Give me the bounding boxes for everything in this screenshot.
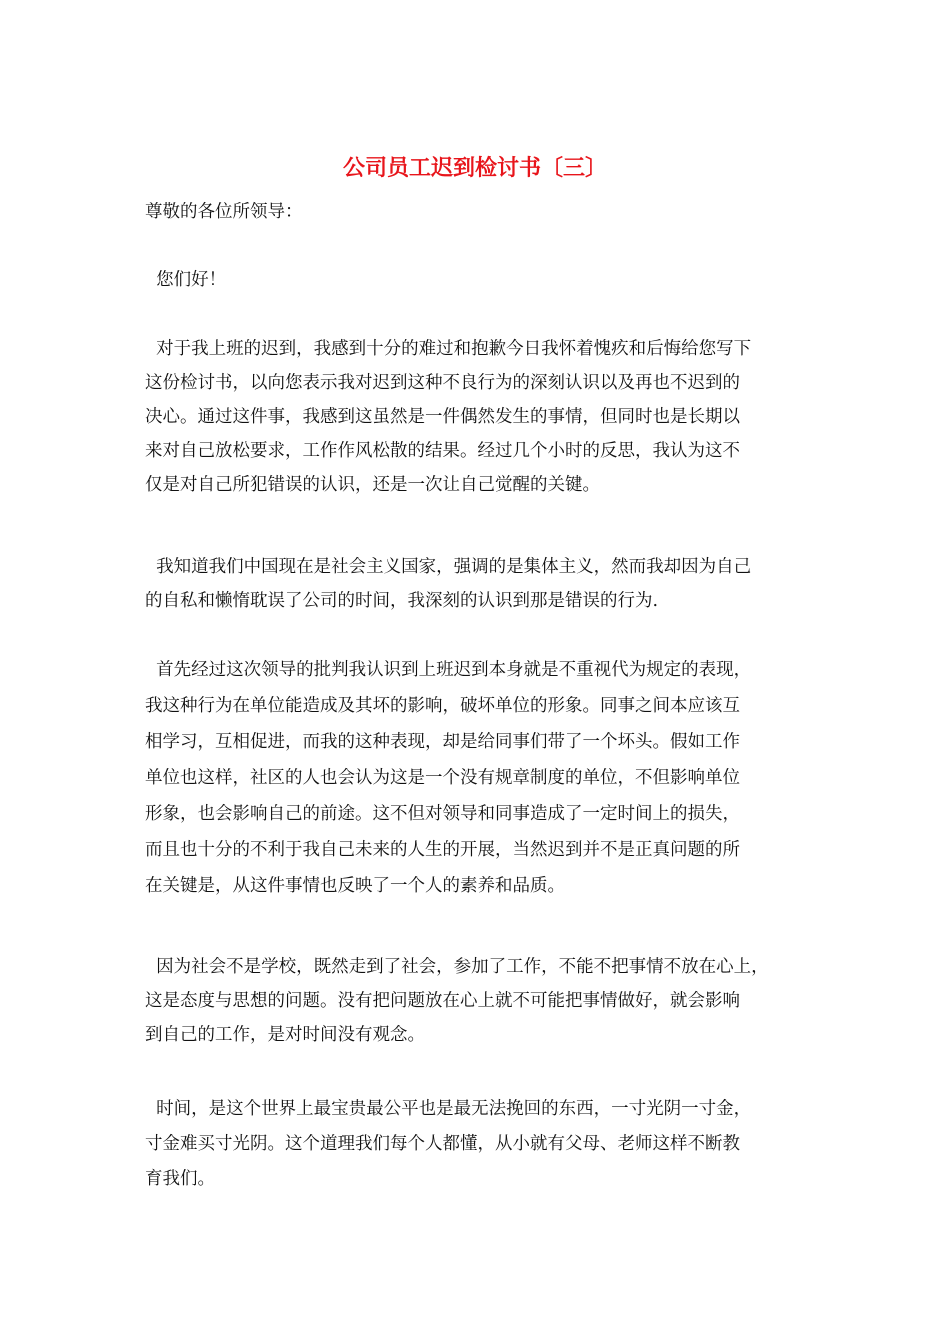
paragraph-4-line-3: 到自己的工作，是对时间没有观念。 <box>145 1025 425 1045</box>
paragraph-1-line-1: 对于我上班的迟到，我感到十分的难过和抱歉今日我怀着愧疚和后悔给您写下 <box>145 339 752 359</box>
paragraph-5-line-2: 寸金难买寸光阴。这个道理我们每个人都懂，从小就有父母、老师这样不断教 <box>145 1134 740 1154</box>
paragraph-2-line-2: 的自私和懒惰耽误了公司的时间，我深刻的认识到那是错误的行为. <box>145 591 659 611</box>
paragraph-1-line-2: 这份检讨书，以向您表示我对迟到这种不良行为的深刻认识以及再也不迟到的 <box>145 373 740 393</box>
paragraph-1-line-5: 仅是对自己所犯错误的认识，还是一次让自己觉醒的关键。 <box>145 475 600 495</box>
paragraph-2-line-1: 我知道我们中国现在是社会主义国家，强调的是集体主义，然而我却因为自己 <box>145 557 752 577</box>
document-title: 公司员工迟到检讨书〔三〕 <box>342 155 607 181</box>
paragraph-3-line-1: 首先经过这次领导的批判我认识到上班迟到本身就是不重视代为规定的表现， <box>145 660 752 680</box>
paragraph-5-line-3: 育我们。 <box>145 1169 215 1189</box>
paragraph-3-line-4: 单位也这样，社区的人也会认为这是一个没有规章制度的单位，不但影响单位 <box>145 768 740 788</box>
paragraph-3-line-2: 我这种行为在单位能造成及其坏的影响，破坏单位的形象。同事之间本应该互 <box>145 696 740 716</box>
greeting: 您们好！ <box>145 270 227 290</box>
paragraph-3-line-6: 而且也十分的不利于我自己未来的人生的开展，当然迟到并不是正真问题的所 <box>145 840 740 860</box>
paragraph-4-line-1: 因为社会不是学校，既然走到了社会，参加了工作，不能不把事情不放在心上， <box>145 957 769 977</box>
paragraph-3-line-5: 形象，也会影响自己的前途。这不但对领导和同事造成了一定时间上的损失， <box>145 804 740 824</box>
paragraph-4-line-2: 这是态度与思想的问题。没有把问题放在心上就不可能把事情做好，就会影响 <box>145 991 740 1011</box>
salutation: 尊敬的各位所领导： <box>145 202 303 222</box>
paragraph-3-line-7: 在关键是，从这件事情也反映了一个人的素养和品质。 <box>145 876 565 896</box>
paragraph-5-line-1: 时间，是这个世界上最宝贵最公平也是最无法挽回的东西，一寸光阴一寸金， <box>145 1099 752 1119</box>
paragraph-3-line-3: 相学习，互相促进，而我的这种表现，却是给同事们带了一个坏头。假如工作 <box>145 732 740 752</box>
paragraph-1-line-3: 决心。通过这件事，我感到这虽然是一件偶然发生的事情，但同时也是长期以 <box>145 407 740 427</box>
paragraph-1-line-4: 来对自己放松要求，工作作风松散的结果。经过几个小时的反思，我认为这不 <box>145 441 740 461</box>
